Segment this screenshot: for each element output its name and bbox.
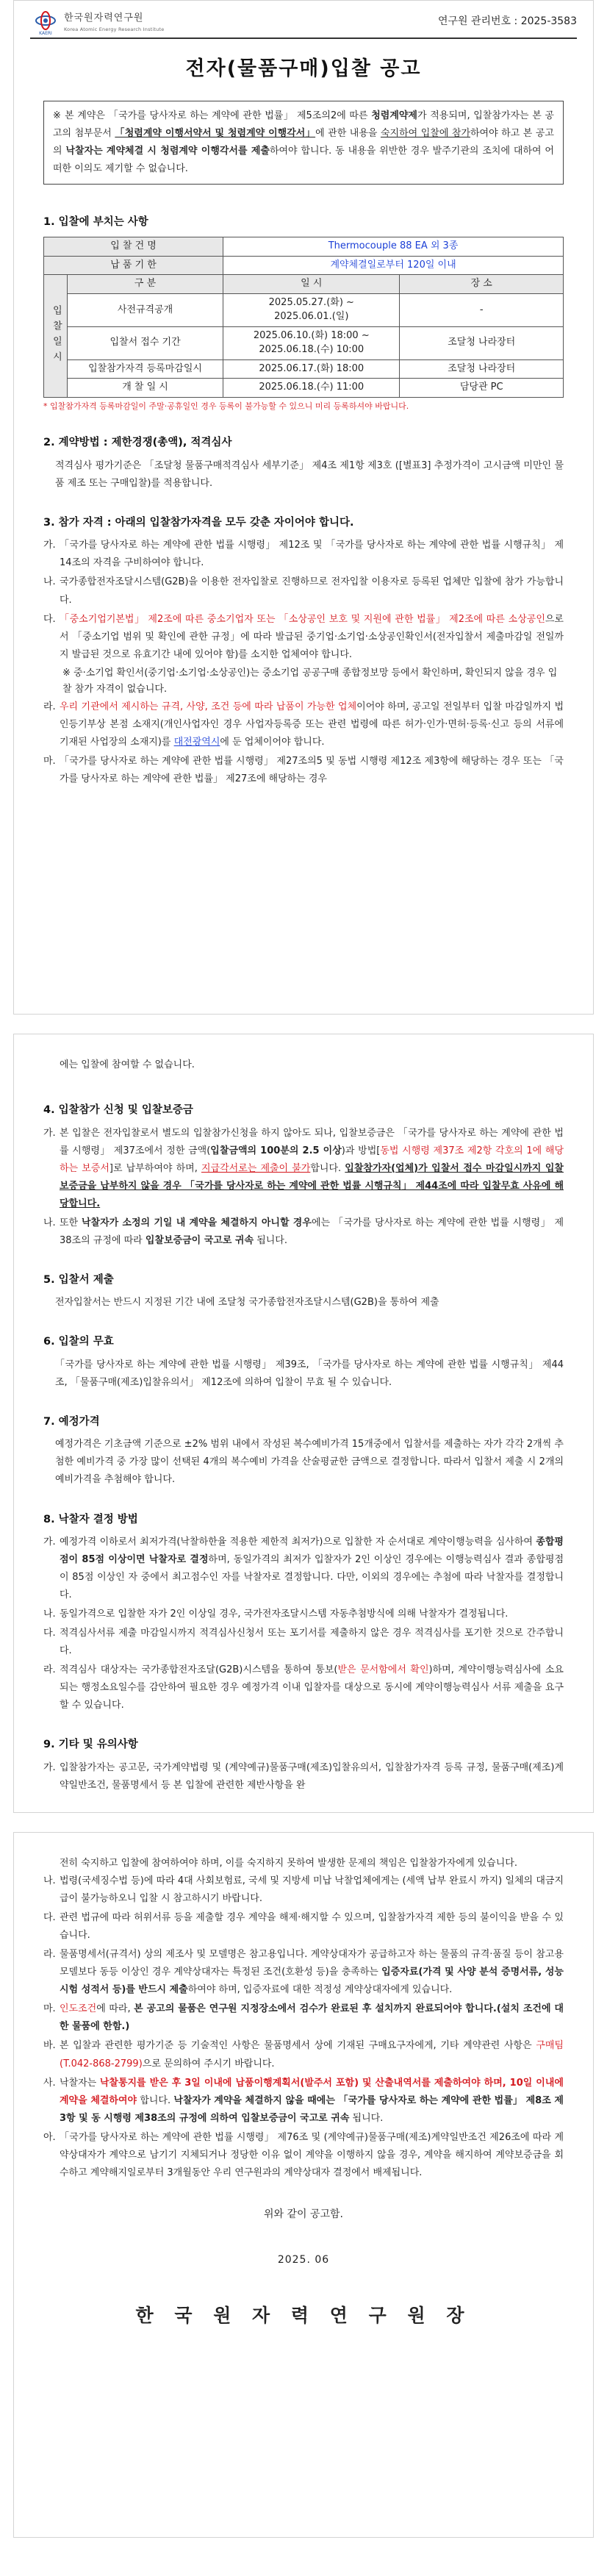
section-heading: 1. 입찰에 부치는 사항 <box>43 216 148 229</box>
announcement-date: 2025. 06 <box>277 2253 330 2266</box>
col-kind: 구 분 <box>68 275 223 294</box>
section-3-cont <box>14 1056 593 1074</box>
notice-underline: 숙지하여 입찰에 참가 <box>380 128 470 140</box>
list-item <box>43 1909 564 1944</box>
document-page-3 <box>13 1832 594 2538</box>
item-text: )하며, 계약이행능력심사에 소요되는 행정소요일수를 감안하여 필요한 경우 예정가격 이내 입찰자를 대상으로 동시에 계약이행능력심사 서류 제출을 요구할 수 있습니다. <box>60 1664 564 1711</box>
row-place: - <box>400 294 564 327</box>
row-place: 조달청 나라장터 <box>400 359 564 379</box>
row-place: 조달청 나라장터 <box>400 326 564 359</box>
list-item <box>43 1625 564 1660</box>
org-name-ko: 한국원자력연구원 <box>64 12 144 24</box>
row-kind: 개 찰 일 시 <box>68 379 223 398</box>
notice-text: 가 적용되며, 입찰참가자는 본 공고의 첨부문서 <box>53 110 554 140</box>
item-bold: 입찰보증금이 국고로 귀속 <box>145 1234 254 1246</box>
list-item <box>43 1214 564 1250</box>
row-date: 2025.06.17.(화) 18:00 <box>223 359 400 379</box>
delivery-label: 납 품 기 한 <box>44 256 223 275</box>
notice-bold: 「청렴계약 이행서약서 및 청렴계약 이행각서」 <box>115 128 316 140</box>
item-text: 법령(국세징수법 등)에 따라 4대 사회보험료, 국세 및 지방세 미납 낙찰업체에게는 (세액 납부 완료시 까지) 일체의 대금지급이 불가능하오니 입찰 시 참고하시기 바랍니다. <box>60 1875 564 1905</box>
table-row <box>44 359 564 379</box>
item-marker: 라. <box>43 1949 56 1961</box>
logo-initials: KAERI <box>39 31 52 37</box>
item-text: 하며, 동일가격의 최저가 입찰자가 2인 이상인 경우에는 이행능력심사 결과 종합평점이 85점 이상인 자 중에서 최고점수인 자를 낙찰자로 결정합니다. 다만, 이외의 경우에는 추첨에 따라 낙찰자를 결정합니다. <box>60 1554 564 1601</box>
item-bold: 낙찰자가 소정의 기일 내 계약을 체결하지 아니할 경우 <box>81 1217 312 1228</box>
list-item <box>43 1759 564 1795</box>
item-text: 됩니다. <box>349 2112 384 2124</box>
item-text: 적격심사서류 제출 마감일시까지 적격심사신청서 또는 포기서를 제출하지 않은 경우 적격심사를 포기한 것으로 간주합니다. <box>60 1628 564 1657</box>
row-kind: 입찰서 접수 기간 <box>68 326 223 359</box>
section-2 <box>14 434 593 493</box>
item-marker: 다. <box>43 613 56 625</box>
list-item <box>43 1661 564 1714</box>
list-item <box>43 611 564 664</box>
item-marker: 나. <box>43 1217 56 1228</box>
bid-schedule-side-label: 입찰일시 <box>44 275 68 398</box>
item-text: 이어야 하며, 공고일 전일부터 입찰 마감일까지 법인등기부상 본점 소재지(개인사업자인 경우 사업자등록증 또는 관련 법령에 따른 허가·인가·면허·등록·신고 등의 서류에 기재된 사업장의 소재지)를 <box>60 701 564 748</box>
item-bold: 낙찰자가 계약을 체결하지 않을 때에는 「국가를 당사자로 하는 계약에 관한 법률」 제8조 제3항 및 동 시행령 제38조의 규정에 의하여 입찰보증금이 국고로 귀속 <box>60 2094 564 2124</box>
section-9 <box>14 1736 593 1795</box>
item-text: 본 입찰은 전자입찰로서 별도의 입찰참가신청을 하지 않아도 되나, 입찰보증금은 「국가를 당사자로 하는 계약에 관한 법률 시행령」 제37조에서 정한 금액( <box>60 1127 564 1156</box>
item-highlight: 우리 기관에서 제시하는 규격, 사양, 조건 등에 따라 납품이 가능한 업체 <box>60 701 357 713</box>
section-heading: 3. 참가 자격 : 아래의 입찰참가자격을 모두 갖춘 자이어야 합니다. <box>43 516 354 529</box>
section-1 <box>14 214 593 412</box>
section-4 <box>14 1102 593 1250</box>
item-bold: 종합평점이 85점 이상이면 낙찰자로 결정 <box>60 1536 564 1566</box>
section-7 <box>14 1414 593 1489</box>
bid-schedule-table <box>43 237 564 398</box>
sub-note-text: ※ 중·소기업 확인서(중기업·소기업·소상공인)는 중소기업 공공구매 종합정보망 등에서 확인하며, 확인되지 않을 경우 입찰 참가 자격이 없습니다. <box>62 667 558 695</box>
date-line: 2025.06.01.(일) <box>274 311 349 323</box>
item-text: 합니다. <box>310 1162 345 1174</box>
item-text: 으로 문의하여 주시기 바랍니다. <box>142 2058 275 2069</box>
item-bold: 입증자료(가격 및 사양 분석 증명서류, 성능시험 성적서 등)를 반드시 제출 <box>60 1967 564 1996</box>
list-item <box>43 2000 564 2036</box>
item-highlight: 대전광역시 <box>173 737 220 748</box>
row-date: 2025.06.18.(수) 11:00 <box>223 379 400 398</box>
section-5 <box>14 1272 593 1312</box>
section-body: 적격심사 평가기준은 「조달청 물품구매적격심사 세부기준」 제4조 제1항 제3호 ([별표3] 추정가격이 고시금액 미만인 물품 제조 또는 구매입찰)를 적용합니다. <box>55 459 564 489</box>
org-name-en: Korea Atomic Energy Research Institute <box>64 26 165 33</box>
row-date <box>223 326 400 359</box>
notice-text: 하여야 합니다. 동 내용을 위반한 경우 발주기관의 조치에 대하여 어떠한 이의도 제기할 수 없습니다. <box>53 146 554 175</box>
item-marker: 아. <box>43 2131 56 2143</box>
notice-bold: 낙찰자는 계약체결 시 청렴계약 이행각서를 제출 <box>65 146 270 157</box>
item-text: 동일가격으로 입찰한 자가 2인 이상일 경우, 국가전자조달시스템 자동추첨방식에 의해 낙찰자가 결정됩니다. <box>60 1609 509 1620</box>
item-highlight: 지급각서로는 제출이 불가 <box>201 1162 311 1174</box>
list-item <box>43 753 564 788</box>
item-text: 물품명세서(규격서) 상의 제조사 및 모델명은 참고용입니다. 계약상대자가 공급하고자 하는 물품의 규격·품질 등이 참고용 모델보다 동등 이상인 경우 계약상대자는 특정된 조건(호환성 등)을 충족하는 <box>60 1949 564 1978</box>
section-continuation: 전히 숙지하고 입찰에 참여하여야 하며, 이를 숙지하지 못하여 발생한 문제의 책임은 입찰참가자에게 있습니다. <box>60 1858 517 1869</box>
list-item <box>43 573 564 609</box>
item-highlight: 받은 문서함에서 확인 <box>337 1664 429 1676</box>
notice-bold: 청렴계약제 <box>371 110 417 122</box>
section-body: 「국가를 당사자로 하는 계약에 관한 법률 시행령」 제39조, 「국가를 당사자로 하는 계약에 관한 법률 시행규칙」 제44조, 「물품구매(제조)입찰유의서」 제12조에 의하여 입찰이 무효 될 수 있습니다. <box>55 1359 564 1388</box>
item-bold: 입찰참가자(업체)가 입찰서 접수 마감일시까지 입찰보증금을 납부하지 않을 경우 「국가를 당사자로 하는 계약에 관한 법률 시행규칙」 제44조에 따라 입찰무효 사유에 해당합니다. <box>60 1162 564 1209</box>
item-marker: 사. <box>43 2077 56 2089</box>
notice-text: 에 관한 내용을 <box>315 128 381 140</box>
item-text: 또한 <box>60 1217 82 1228</box>
list-item <box>43 698 564 751</box>
row-date <box>223 294 400 327</box>
item-text: )과 방법[ <box>341 1145 381 1156</box>
document-page-1 <box>13 0 594 1015</box>
item-text: 됩니다. <box>254 1234 288 1246</box>
item-marker: 마. <box>43 2003 56 2015</box>
item-marker: 라. <box>43 1664 56 1676</box>
date-line: 2025.05.27.(화) ~ <box>268 297 354 309</box>
item-highlight: 인도조건 <box>60 2003 97 2015</box>
item-text: 「국가를 당사자로 하는 계약에 관한 법률 시행령」 제27조의5 및 동법 시행령 제12조 제3항에 해당하는 경우 또는 「국가를 당사자로 하는 계약에 관한 법률」 제27조에 해당하는 경우 <box>60 756 564 785</box>
list-item <box>43 1125 564 1213</box>
list-item <box>43 537 564 572</box>
bid-name-label: 입 찰 건 명 <box>44 237 223 256</box>
date-line: 2025.06.10.(화) 18:00 ~ <box>253 329 370 341</box>
notice-text: ※ 본 계약은 「국가를 당사자로 하는 계약에 관한 법률」 제5조의2에 따른 <box>53 110 372 122</box>
item-text: 에 따라, <box>96 2003 134 2015</box>
section-heading: 2. 계약방법 : 제한경쟁(총액), 적격심사 <box>43 437 232 449</box>
list-item <box>43 1534 564 1604</box>
section-9-cont <box>14 1855 593 2182</box>
section-heading: 7. 예정가격 <box>43 1415 100 1428</box>
item-marker: 나. <box>43 1875 56 1887</box>
section-3 <box>14 515 593 789</box>
notice-text: 하여야 하고 본 공고의 <box>53 128 554 157</box>
item-marker: 라. <box>43 701 56 713</box>
row-kind: 입찰참가자격 등록마감일시 <box>68 359 223 379</box>
item-marker: 다. <box>43 1912 56 1924</box>
item-highlight: 「중소기업기본법」 제2조에 따른 중소기업자 또는 「소상공인 보호 및 지원에 관한 법률」 제2조에 따른 소상공인 <box>60 613 545 625</box>
signatory: 한 국 원 자 력 연 구 원 장 <box>135 2305 472 2327</box>
bid-name-value: Thermocouple 88 EA 외 3종 <box>223 237 564 256</box>
document-header <box>14 1 593 37</box>
item-bold: 본 공고의 물품은 연구원 지정장소에서 검수가 완료된 후 설치까지 완료되어야 합니다.(설치 조건에 대한 물품에 한함.) <box>60 2003 564 2033</box>
col-date: 일 시 <box>223 275 400 294</box>
page-title: 전자(물품구매)입찰 공고 <box>185 57 422 81</box>
row-place: 담당관 PC <box>400 379 564 398</box>
list-item <box>43 1606 564 1623</box>
item-marker: 다. <box>43 1628 56 1639</box>
document-page-2 <box>13 1034 594 1813</box>
item-bold: 입찰금액의 100분의 2.5 이상 <box>210 1145 342 1156</box>
item-text: 으로서 「중소기업 범위 및 확인에 관한 규정」에 따라 발급된 중기업·소기업·소상공인확인서(전자입찰서 제출마감일 전일까지 발급된 것으로 유효기간 내에 있어야 함)를 소지한 업체여야 합니다. <box>60 613 564 660</box>
item-text: 「국가를 당사자로 하는 계약에 관한 법률 시행령」 제12조 및 「국가를 당사자로 하는 계약에 관한 법률 시행규칙」 제14조의 자격을 구비하여야 합니다. <box>60 540 564 569</box>
item-marker: 가. <box>43 1761 56 1773</box>
list-item <box>43 2037 564 2072</box>
item-marker: 나. <box>43 1609 56 1620</box>
item-text: 하여야 하며, 입증자료에 대한 적정성 계약상대자에게 있습니다. <box>187 1984 453 1996</box>
closing-line: 위와 같이 공고함. <box>263 2208 344 2220</box>
kaeri-logo-icon <box>33 11 58 37</box>
sub-note <box>43 665 564 699</box>
section-body: 예정가격은 기초금액 기준으로 ±2% 범위 내에서 작성된 복수예비가격 15개중에서 입찰서를 제출하는 자가 각각 2개씩 추첨한 예비가격 중 가장 많이 선택된 4개의 복수예비 가격을 산술평균한 금액으로 결정합니다. 따라서 입찰서 제출 시 2개의 예비가격을 추첨해야 합니다. <box>55 1439 564 1486</box>
item-marker: 가. <box>43 1127 56 1139</box>
date-line: 2025.06.18.(수) 10:00 <box>259 343 364 355</box>
item-text: 입찰참가자는 공고문, 국가계약법령 및 (계약예규)물품구매(제조)입찰유의서, 입찰참가자격 등록 규정, 물품구매(제조)계약일반조건, 물품명세서 등 본 입찰에 관련한 제반사항을 완 <box>60 1761 564 1791</box>
section-heading: 4. 입찰참가 신청 및 입찰보증금 <box>43 1104 193 1117</box>
row-kind: 사전규격공개 <box>68 294 223 327</box>
list-item <box>43 1946 564 1999</box>
item-text: 에 둔 업체이어야 합니다. <box>220 737 325 748</box>
item-marker: 나. <box>43 576 56 588</box>
table-row <box>44 294 564 327</box>
item-highlight: 낙찰통지를 받은 후 3일 이내에 납품이행계획서(발주서 포함) 및 산출내역서를 제출하여야 하며, 10일 이내에 계약을 체결하여야 <box>60 2077 564 2106</box>
list-item <box>43 2075 564 2128</box>
section-heading: 5. 입찰서 제출 <box>43 1273 114 1286</box>
section-continuation: 에는 입찰에 참여할 수 없습니다. <box>60 1059 195 1070</box>
item-text: ]로 납부하여야 하며, <box>109 1162 201 1174</box>
section-heading: 8. 낙찰자 결정 방법 <box>43 1513 138 1525</box>
item-marker: 마. <box>43 756 56 768</box>
section-6 <box>14 1334 593 1392</box>
delivery-value: 계약체결일로부터 120일 이내 <box>223 256 564 275</box>
item-highlight: 동법 시행령 제37조 제2항 각호의 1에 해당하는 보증서 <box>60 1145 564 1174</box>
item-text: 「국가를 당사자로 하는 계약에 관한 법률 시행령」 제76조 및 (계약예규)물품구매(제조)계약일반조건 제26조에 따라 계약상대자가 계약으로 남기기 지체되거나 정당한 이유 없이 계약을 이행하지 않을 경우, 계약을 해지하여 계약보증금을 회수하고 계약해지일로부터 3개월동안 우리 연구원과의 계약상대자 결정에서 배제됩니다. <box>60 2131 564 2178</box>
item-text: 낙찰자는 <box>60 2077 100 2089</box>
org-logo <box>33 11 165 37</box>
section-heading: 6. 입찰의 무효 <box>43 1336 114 1348</box>
item-text: 관련 법규에 따라 허위서류 등을 제출할 경우 계약을 해제·해지할 수 있으며, 입찰참가자격 제한 등의 불이익을 받을 수 있습니다. <box>60 1912 564 1942</box>
item-text: 에는 「국가를 당사자로 하는 계약에 관한 법률 시행령」 제38조의 규정에 따라 <box>60 1217 564 1246</box>
item-text: 합니다. <box>137 2094 174 2106</box>
item-highlight: 구매팀(T.042-868-2799) <box>60 2040 564 2069</box>
section-heading: 9. 기타 및 유의사항 <box>43 1739 138 1751</box>
item-text: 국가종합전자조달시스템(G2B)을 이용한 전자입찰로 진행하므로 전자입찰 이용자로 등록된 업체만 입찰에 참가 가능합니다. <box>60 576 564 606</box>
list-item <box>43 1872 564 1908</box>
item-text: 예정가격 이하로서 최저가격(낙찰하한율 적용한 제한적 최저가)으로 입찰한 자 순서대로 계약이행능력을 심사하여 <box>60 1536 536 1548</box>
item-text: 적격심사 대상자는 국가종합전자조달(G2B)시스템을 통하여 통보( <box>60 1664 338 1676</box>
item-text: 본 입찰과 관련한 평가기준 등 기술적인 사항은 물품명세서 상에 기재된 구매요구자에게, 기타 계약관련 사항은 <box>60 2040 536 2052</box>
item-marker: 가. <box>43 540 56 551</box>
management-number: 연구원 관리번호 : 2025-3583 <box>437 15 577 28</box>
table-row <box>44 326 564 359</box>
list-item <box>43 2129 564 2182</box>
item-marker: 바. <box>43 2040 56 2052</box>
integrity-notice-box <box>43 101 564 185</box>
table-row <box>44 379 564 398</box>
table-note: * 입찰참가자격 등록마감일이 주말·공휴일인 경우 등록이 불가능할 수 있으니 미리 등록하셔야 바랍니다. <box>43 401 409 412</box>
section-body: 전자입찰서는 반드시 지정된 기간 내에 조달청 국가종합전자조달시스템(G2B)을 통하여 제출 <box>55 1297 439 1309</box>
item-marker: 가. <box>43 1536 56 1548</box>
col-place: 장 소 <box>400 275 564 294</box>
section-8 <box>14 1511 593 1715</box>
